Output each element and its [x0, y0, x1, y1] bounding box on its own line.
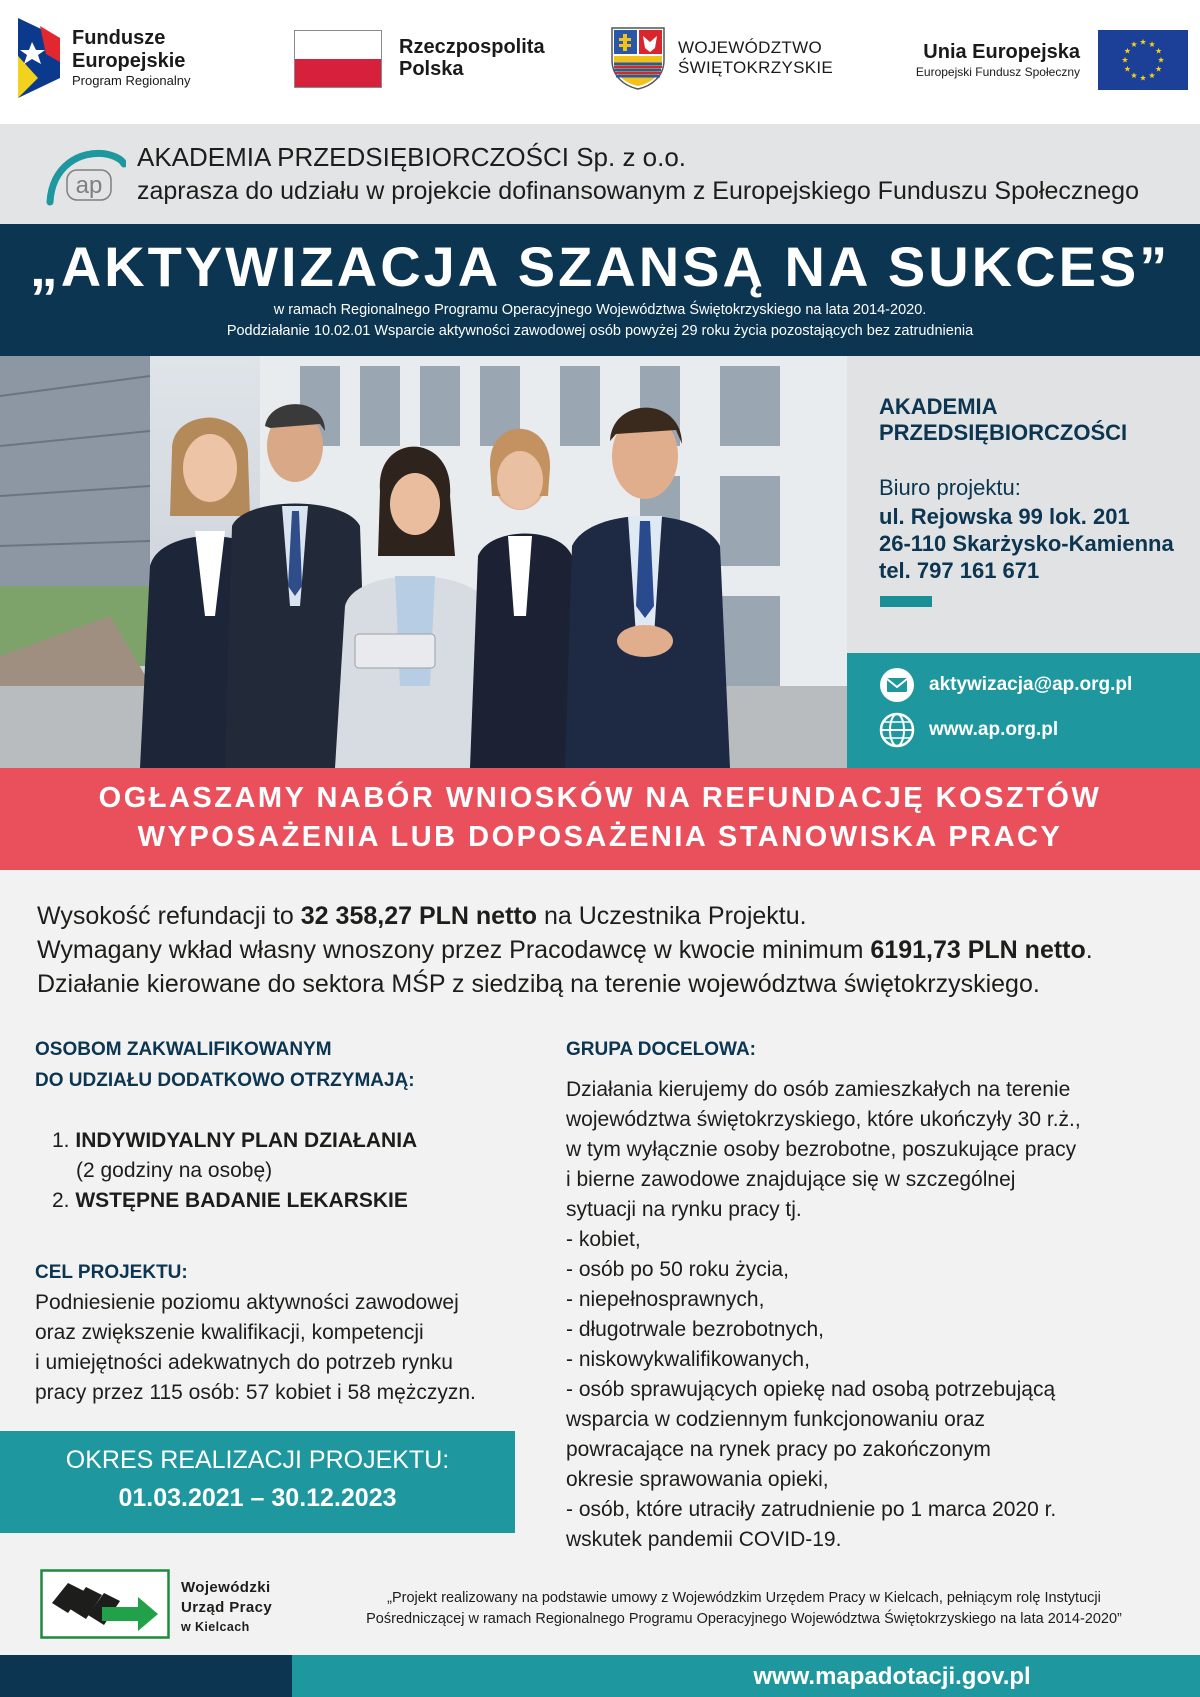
project-measure: Poddziałanie 10.02.01 Wsparcie aktywności zawodowej osób powyżej 29 roku życia pozostających bez zatrudnienia	[226, 323, 974, 339]
target-group-line: Działania kierujemy do osób zamieszkałych na terenie	[566, 1078, 1071, 1101]
envelope-icon	[879, 667, 915, 703]
office-label: Biuro projektu:	[879, 475, 1021, 500]
title-band	[0, 224, 1200, 356]
goal-line: pracy przez 115 osób: 57 kobiet i 58 mężczyzn.	[35, 1381, 476, 1404]
target-group-line: województwa świętokrzyskiego, które ukończyły 30 r.ż.,	[566, 1108, 1081, 1131]
sector-line: Działanie kierowane do sektora MŚP z siedzibą na terenie województwa świętokrzyskiego.	[37, 970, 1040, 998]
target-group-line: wskutek pandemii COVID-19.	[566, 1528, 842, 1551]
benefit-label-1: INDYWIDYALNY PLAN DZIAŁANIA	[75, 1129, 418, 1152]
benefit-item-1	[52, 1129, 417, 1153]
refund-amount-line	[37, 902, 807, 931]
sw-name-line2: ŚWIĘTOKRZYSKIE	[678, 58, 834, 77]
pl-name-line1: Rzeczpospolita	[399, 36, 545, 59]
target-group-line: - niepełnosprawnych,	[566, 1288, 765, 1311]
organiser-invite: zaprasza do udziału w projekcie dofinansowanym z Europejskiego Funduszu Społecznego	[137, 177, 1139, 205]
contact-org-name	[879, 394, 1179, 447]
rzeczpospolita-polska-logo	[294, 30, 549, 88]
benefit-number-2: 2.	[52, 1189, 70, 1212]
fundusze-europejskie-logo	[18, 18, 191, 98]
wojewodztwo-swietokrzyskie-logo	[610, 26, 838, 90]
target-group-line: - długotrwale bezrobotnych,	[566, 1318, 824, 1341]
sw-name-line1: WOJEWÓDZTWO	[678, 37, 822, 57]
contact-email[interactable]: aktywizacja@ap.org.pl	[929, 674, 1133, 695]
funding-note-line1: „Projekt realizowany na podstawie umowy z Wojewódzkim Urzędem Pracy w Kielcach, pełniącym rolę Instytucji	[387, 1590, 1101, 1606]
target-group-line: powracające na rynek pracy po zakończonym	[566, 1438, 991, 1461]
wup-name	[181, 1578, 272, 1635]
goal-line: Podniesienie poziomu aktywności zawodowej	[35, 1291, 459, 1314]
organiser-name: AKADEMIA PRZEDSIĘBIORCZOŚCI Sp. z o.o.	[137, 142, 687, 172]
target-group-line: - kobiet,	[566, 1228, 641, 1251]
benefit-item-2	[52, 1189, 408, 1213]
business-team-illustration	[0, 356, 847, 768]
logo-bar	[0, 0, 1200, 124]
target-group-line: - niskowykwalifikowanych,	[566, 1348, 810, 1371]
project-period-box	[0, 1431, 515, 1533]
announcement-line1: OGŁASZAMY NABÓR WNIOSKÓW NA REFUNDACJĘ KOSZTÓW	[98, 782, 1102, 814]
benefit-item-1-note: (2 godziny na osobę)	[76, 1159, 273, 1182]
unia-europejska-logo	[880, 30, 1188, 90]
project-programme: w ramach Regionalnego Programu Operacyjnego Województwa Świętokrzyskiego na lata 2014-2020.	[273, 302, 927, 318]
period-label: OKRES REALIZACJI PROJEKTU:	[65, 1446, 450, 1474]
organiser-band	[0, 124, 1200, 224]
wup-line3: w Kielcach	[181, 1619, 250, 1634]
benefits-heading-line1: OSOBOM ZAKWALIFIKOWANYM	[35, 1039, 332, 1060]
fe-star-icon	[18, 18, 60, 98]
contact-org-line1: AKADEMIA	[879, 394, 998, 419]
contribution-text-pre: Wymagany wkład własny wnoszony przez Pracodawcę w kwocie minimum	[37, 936, 871, 964]
business-team-photo	[0, 356, 847, 768]
web-contact-band	[847, 653, 1200, 768]
contact-website[interactable]: www.ap.org.pl	[929, 719, 1059, 740]
announcement-band	[0, 768, 1200, 870]
contribution-text-post: .	[1085, 936, 1093, 964]
ap-logo-text: ap	[75, 172, 103, 199]
polish-flag-icon	[294, 30, 382, 88]
target-group-line: - osób, które utraciły zatrudnienie po 1 marca 2020 r.	[566, 1498, 1057, 1521]
eu-fund: Europejski Fundusz Społeczny	[915, 65, 1080, 80]
refund-text-pre: Wysokość refundacji to	[37, 902, 301, 930]
fe-name-line2: Europejskie	[72, 49, 186, 72]
ap-logo-icon	[46, 146, 126, 206]
goal-line: i umiejętności adekwatnych do potrzeb rynku	[35, 1351, 453, 1374]
contribution-amount: 6191,73 PLN netto	[870, 936, 1086, 964]
goal-line: oraz zwiększenie kwalifikacji, kompetencji	[35, 1321, 424, 1344]
wup-line1: Wojewódzki	[181, 1579, 271, 1596]
akademia-logo	[46, 146, 126, 211]
pl-name-line2: Polska	[399, 58, 464, 80]
project-title: „AKTYWIZACJA SZANSĄ NA SUKCES”	[29, 235, 1171, 298]
wup-line2: Urząd Pracy	[181, 1599, 273, 1617]
benefits-heading-line2: DO UDZIAŁU DODATKOWO OTRZYMAJĄ:	[35, 1070, 415, 1091]
website-row[interactable]	[879, 712, 1058, 748]
refund-amount: 32 358,27 PLN netto	[300, 902, 537, 930]
announcement-line2: WYPOSAŻENIA LUB DOPOSAŻENIA STANOWISKA PRACY	[137, 821, 1063, 853]
contact-panel	[847, 356, 1200, 653]
benefit-label-2: WSTĘPNE BADANIE LEKARSKIE	[75, 1189, 408, 1212]
target-group-line: i bierne zawodowe znajdujące się w szczególnej	[566, 1168, 1016, 1191]
period-dates: 01.03.2021 – 30.12.2023	[118, 1484, 397, 1512]
funding-note-line2: Pośredniczącej w ramach Regionalnego Programu Operacyjnego Województwa Świętokrzyskiego na lata 2014-2020”	[366, 1611, 1122, 1627]
eu-flag-icon	[1098, 30, 1188, 90]
accent-bar	[880, 596, 932, 607]
target-group-line: wsparcia w codziennym funkcjonowaniu oraz	[566, 1408, 986, 1431]
contact-org-line2: PRZEDSIĘBIORCZOŚCI	[879, 420, 1128, 446]
refund-text-post: na Uczestnika Projektu.	[537, 902, 807, 930]
globe-icon	[879, 712, 915, 748]
target-group-heading: GRUPA DOCELOWA:	[566, 1039, 756, 1060]
office-street: ul. Rejowska 99 lok. 201	[879, 504, 1130, 529]
wup-arrow-icon	[40, 1569, 170, 1639]
target-group-line: - osób po 50 roku życia,	[566, 1258, 789, 1281]
target-group-line: - osób sprawujących opiekę nad osobą potrzebującą	[566, 1378, 1056, 1401]
email-row[interactable]	[879, 667, 1132, 703]
fe-name-line1: Fundusze	[72, 27, 166, 50]
target-group-line: okresie sprawowania opieki,	[566, 1468, 829, 1491]
footer-bar-dark	[0, 1655, 292, 1697]
footer-bar	[292, 1655, 1200, 1697]
fe-program: Program Regionalny	[72, 73, 191, 89]
target-group-line: sytuacji na rynku pracy tj.	[566, 1198, 802, 1221]
target-group-line: w tym wyłącznie osoby bezrobotne, poszukujące pracy	[566, 1138, 1077, 1161]
coat-of-arms-icon	[610, 26, 666, 90]
footer-url[interactable]: www.mapadotacji.gov.pl	[753, 1663, 1031, 1690]
wup-kielce-logo	[40, 1569, 170, 1644]
eu-name: Unia Europejska	[923, 41, 1080, 64]
own-contribution-line	[37, 936, 1093, 965]
goal-heading: CEL PROJEKTU:	[35, 1262, 188, 1283]
office-city: 26-110 Skarżysko-Kamienna	[879, 531, 1174, 556]
benefit-number-1: 1.	[52, 1129, 70, 1152]
office-phone: tel. 797 161 671	[879, 558, 1040, 583]
